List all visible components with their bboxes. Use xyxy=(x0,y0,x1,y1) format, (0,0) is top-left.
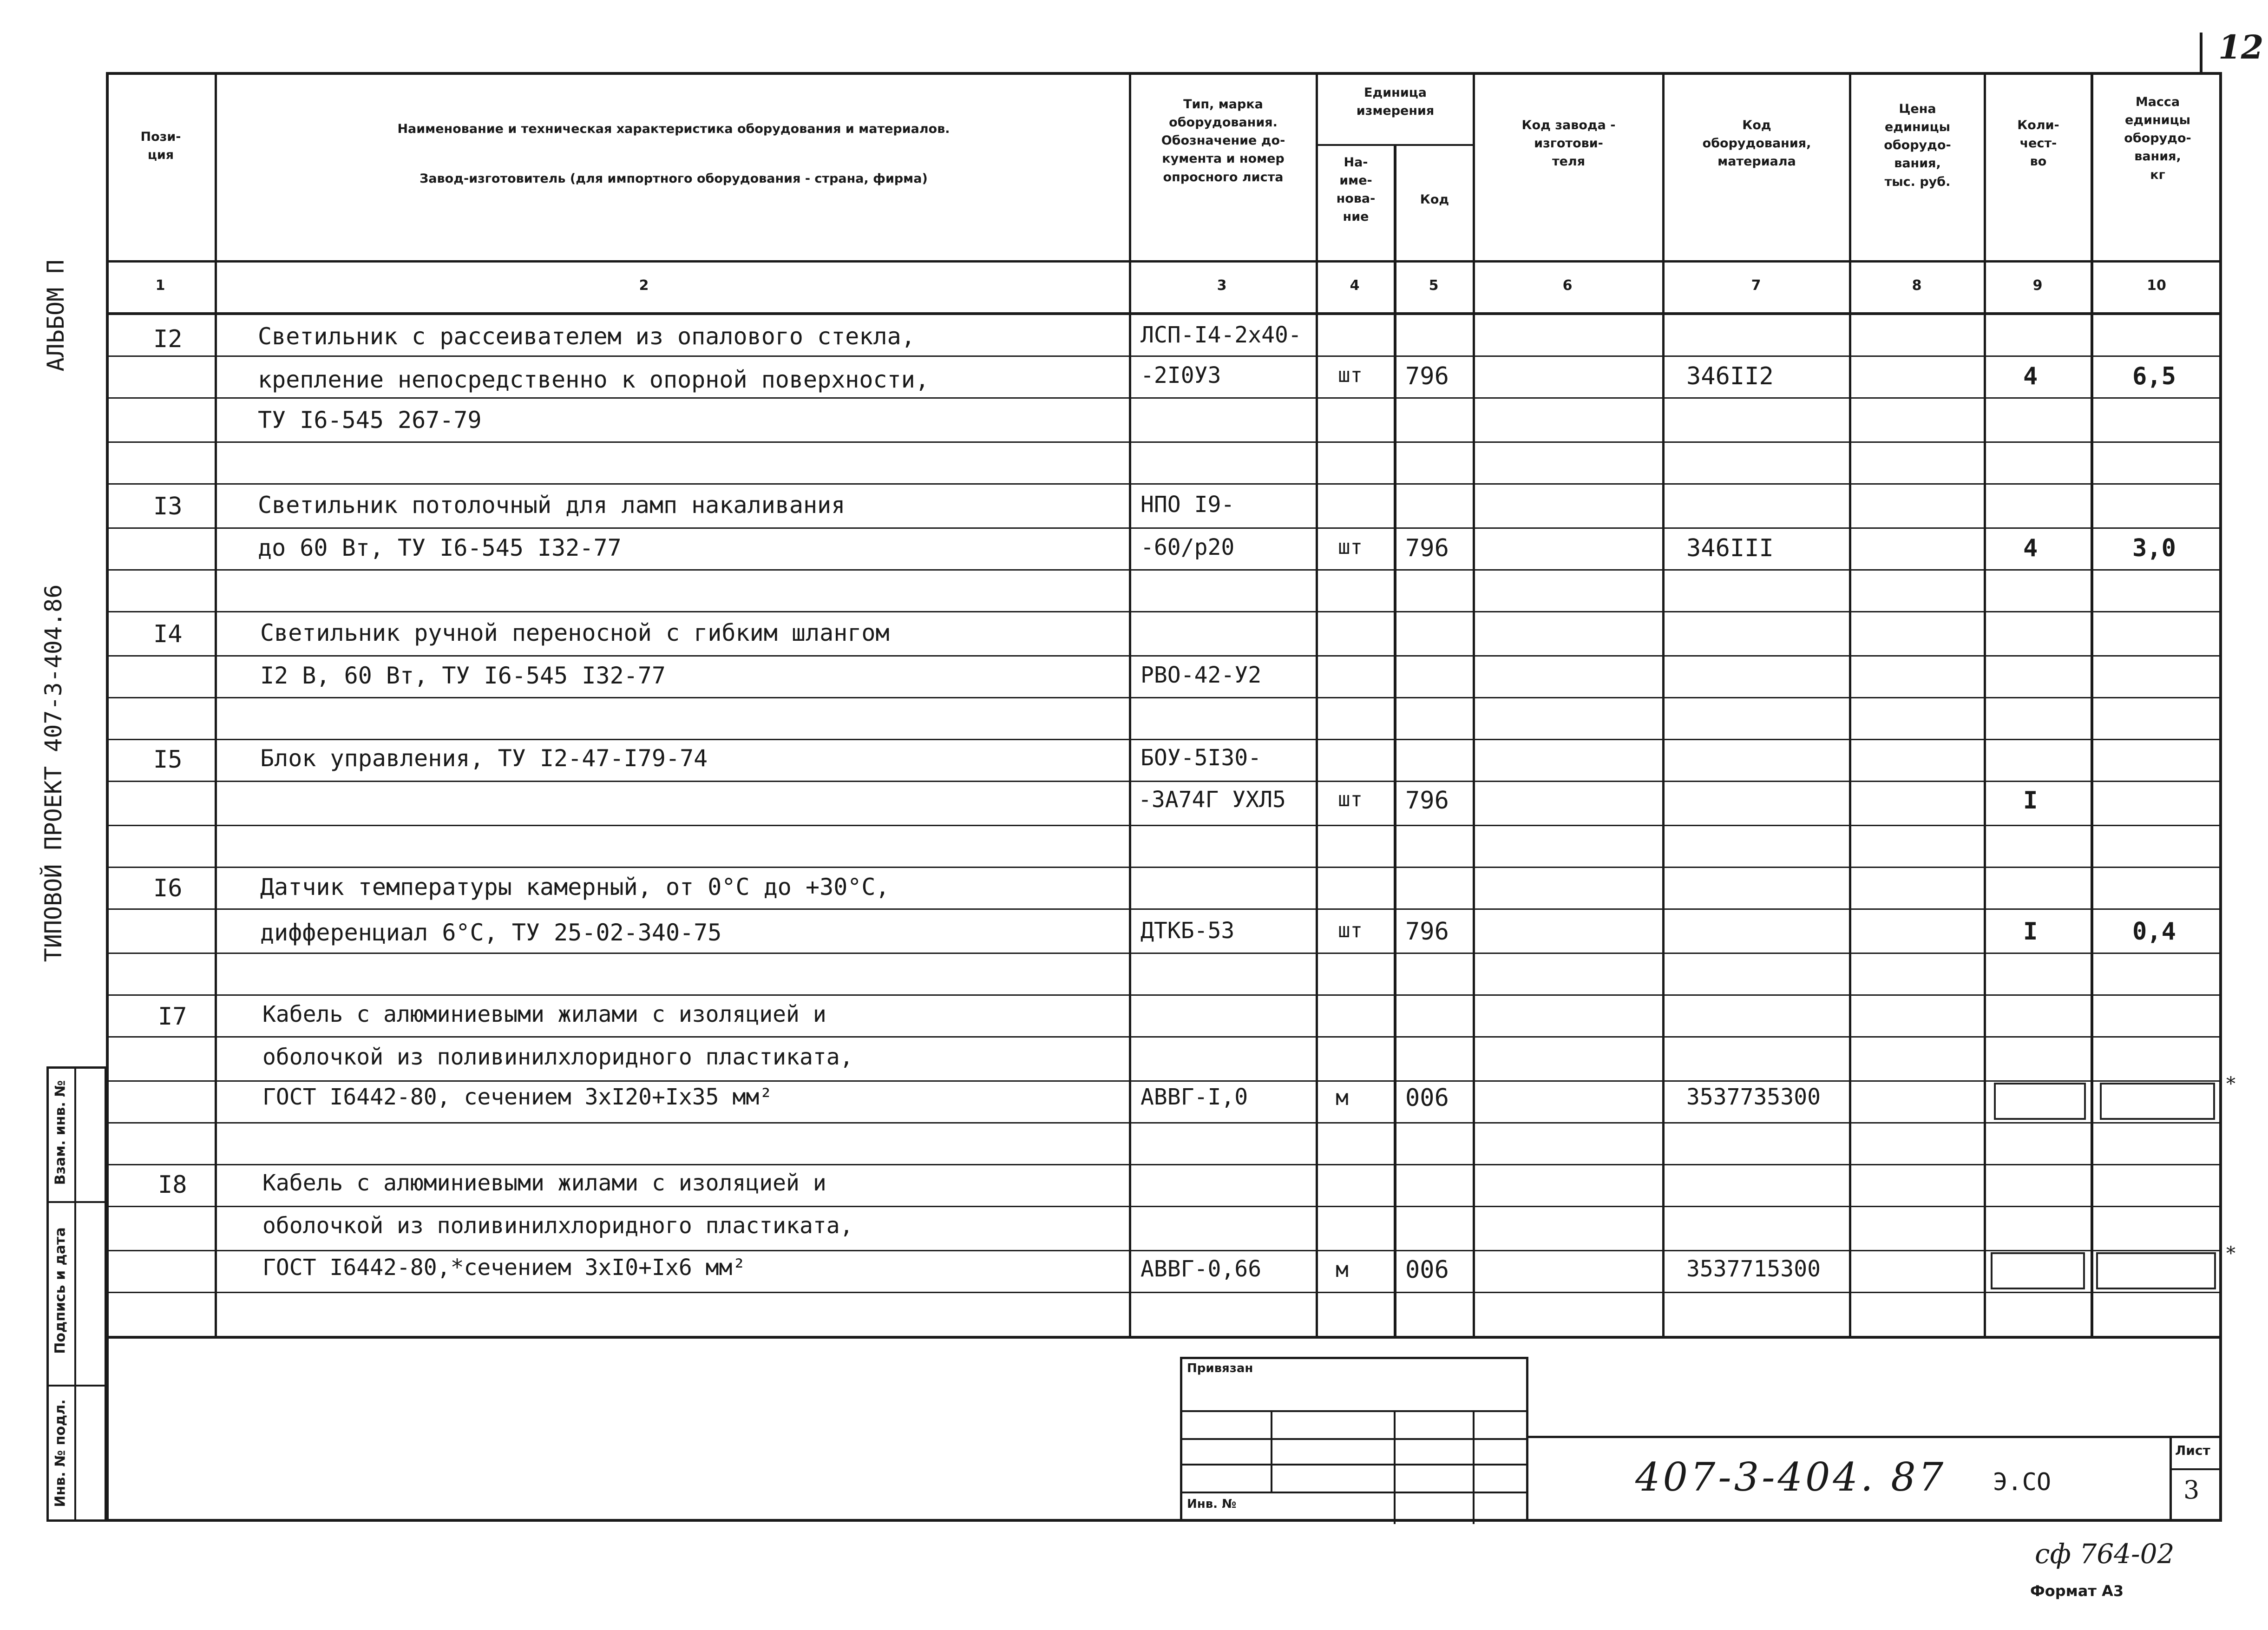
stamp-vzam-inv: Взам. инв. № xyxy=(52,1080,69,1185)
row-type: НПО I9- xyxy=(1141,492,1235,518)
header-mass: Масса единицы оборудо- вания, кг xyxy=(2124,95,2191,182)
row-unit-code: 796 xyxy=(1405,787,1449,815)
row-description: Кабель с алюминиевыми жилами с изоляцией и xyxy=(262,1001,826,1027)
row-description: Светильник с рассеивателем из опалового стекла, xyxy=(258,323,915,350)
row-description: оболочкой из поливинилхлоридного пластиката, xyxy=(262,1044,853,1070)
row-description: Светильник потолочный для ламп накаливания xyxy=(258,492,846,519)
row-mass-box xyxy=(2096,1252,2216,1289)
row-mass: 6,5 xyxy=(2132,362,2176,390)
row-quantity: I xyxy=(2023,787,2038,815)
col-number-9: 9 xyxy=(2032,277,2043,294)
row-quantity: 4 xyxy=(2023,534,2038,562)
row-position: I8 xyxy=(158,1171,187,1199)
row-description: до 60 Вт, ТУ I6-545 I32-77 xyxy=(258,534,622,561)
row-equipment-code: 346II2 xyxy=(1686,362,1774,390)
binding-label: Привязан xyxy=(1187,1361,1253,1375)
row-description: оболочкой из поливинилхлоридного пластиката, xyxy=(262,1213,853,1239)
row-type: АВВГ-0,66 xyxy=(1141,1256,1262,1282)
row-quantity-box xyxy=(1991,1252,2085,1289)
header-unit-code: Код xyxy=(1420,192,1449,207)
asterisk-mark: * xyxy=(2226,1073,2235,1095)
stamp-inv-podl: Инв. № подл. xyxy=(52,1399,69,1507)
row-type: -60/p20 xyxy=(1141,534,1235,560)
row-equipment-code: 3537735300 xyxy=(1686,1084,1821,1110)
sheet-number: 3 xyxy=(2183,1475,2200,1505)
row-unit-code: 796 xyxy=(1405,534,1449,562)
row-mass: 3,0 xyxy=(2132,534,2176,562)
row-description: Кабель с алюминиевыми жилами с изоляцией и xyxy=(262,1170,826,1196)
row-quantity-box xyxy=(1994,1083,2086,1120)
row-position: I7 xyxy=(158,1003,187,1031)
header-price: Цена единицы оборудо- вания, тыс. руб. xyxy=(1884,102,1951,189)
row-unit: шт xyxy=(1338,363,1363,387)
row-position: I5 xyxy=(153,746,183,774)
row-unit-code: 006 xyxy=(1405,1256,1449,1284)
page-number: 12 xyxy=(2218,28,2264,66)
header-type: Тип, марка оборудования. Обозначение до- кумента и номер опросного листа xyxy=(1161,97,1285,184)
row-description: ГОСТ I6442-80, сечением 3xI20+Ix35 мм² xyxy=(262,1084,773,1110)
sheet-label: Лист xyxy=(2175,1443,2210,1458)
row-description: Блок управления, ТУ I2-47-I79-74 xyxy=(260,745,708,772)
row-unit-code: 796 xyxy=(1405,918,1449,946)
row-description: I2 В, 60 Вт, ТУ I6-545 I32-77 xyxy=(260,662,666,689)
row-unit: м xyxy=(1336,1085,1349,1110)
row-description: ГОСТ I6442-80,*сечением 3xI0+Ix6 мм² xyxy=(262,1255,746,1281)
row-position: I4 xyxy=(153,620,183,648)
row-type: АВВГ-I,0 xyxy=(1141,1084,1248,1110)
header-equipment-code: Код оборудования, материала xyxy=(1702,118,1811,169)
col-number-7: 7 xyxy=(1751,277,1761,294)
col-number-1: 1 xyxy=(155,277,165,294)
document-code: Э.СО xyxy=(1993,1468,2052,1496)
col-number-6: 6 xyxy=(1562,277,1573,294)
col-number-5: 5 xyxy=(1429,277,1439,294)
row-position: I6 xyxy=(153,874,183,902)
page-number-rule xyxy=(2200,33,2202,74)
row-description: дифференциал 6°С, ТУ 25-02-340-75 xyxy=(260,919,722,946)
row-unit: шт xyxy=(1338,788,1363,811)
header-unit-name: На- име- нова- ние xyxy=(1336,155,1376,224)
asterisk-mark: * xyxy=(2226,1243,2235,1264)
row-description: Светильник ручной переносной с гибким шлангом xyxy=(260,619,890,646)
col-number-10: 10 xyxy=(2147,277,2166,294)
row-quantity: 4 xyxy=(2023,362,2038,390)
row-equipment-code: 3537715300 xyxy=(1686,1256,1821,1282)
inventory-label: Инв. № xyxy=(1187,1497,1237,1511)
row-type: ЛСП-I4-2x40- xyxy=(1141,322,1302,348)
album-side-label: АЛЬБОМ П xyxy=(42,259,69,372)
row-unit-code: 006 xyxy=(1405,1084,1449,1112)
row-quantity: I xyxy=(2023,918,2038,946)
row-unit: м xyxy=(1336,1257,1349,1282)
col-number-4: 4 xyxy=(1350,277,1360,294)
col-number-3: 3 xyxy=(1217,277,1227,294)
row-unit: шт xyxy=(1338,535,1363,559)
row-type: РВО-42-У2 xyxy=(1141,662,1262,688)
row-type: ДТКБ-53 xyxy=(1141,918,1235,944)
row-type: -2I0У3 xyxy=(1141,362,1221,388)
col-number-2: 2 xyxy=(639,277,649,294)
row-mass: 0,4 xyxy=(2132,918,2176,946)
row-type: -3А74Г УХЛ5 xyxy=(1138,787,1286,813)
row-description: ТУ I6-545 267-79 xyxy=(258,407,482,434)
format-label: Формат А3 xyxy=(2030,1582,2124,1600)
row-unit-code: 796 xyxy=(1405,362,1449,390)
header-manufacturer-code: Код завода - изготови- теля xyxy=(1521,118,1616,169)
row-mass-box xyxy=(2100,1083,2215,1120)
row-description: Датчик температуры камерный, от 0°С до +30°С, xyxy=(260,874,890,900)
col-number-8: 8 xyxy=(1912,277,1922,294)
header-name: Наименование и техническая характеристика оборудования и материалов. xyxy=(397,122,950,136)
handwritten-code: сф 764-02 xyxy=(2035,1538,2175,1570)
header-quantity: Коли- чест- во xyxy=(2017,118,2059,169)
row-description: крепление непосредственно к опорной поверхности, xyxy=(258,366,929,393)
row-type: БОУ-5I30- xyxy=(1141,745,1262,771)
row-equipment-code: 346III xyxy=(1686,534,1774,562)
row-position: I2 xyxy=(153,325,183,353)
row-unit: шт xyxy=(1338,919,1363,942)
header-manufacturer: Завод-изготовитель (для импортного оборудования - страна, фирма) xyxy=(420,171,928,186)
row-position: I3 xyxy=(153,493,183,520)
project-side-label: ТИПОВОЙ ПРОЕКТ 407-3-404.86 xyxy=(40,584,67,962)
header-position: Пози- ция xyxy=(140,130,181,163)
document-number: 407-3-404. 87 xyxy=(1635,1454,1947,1500)
header-unit-group: Единица измерения xyxy=(1356,85,1435,118)
stamp-signature-date: Подпись и дата xyxy=(52,1227,69,1354)
